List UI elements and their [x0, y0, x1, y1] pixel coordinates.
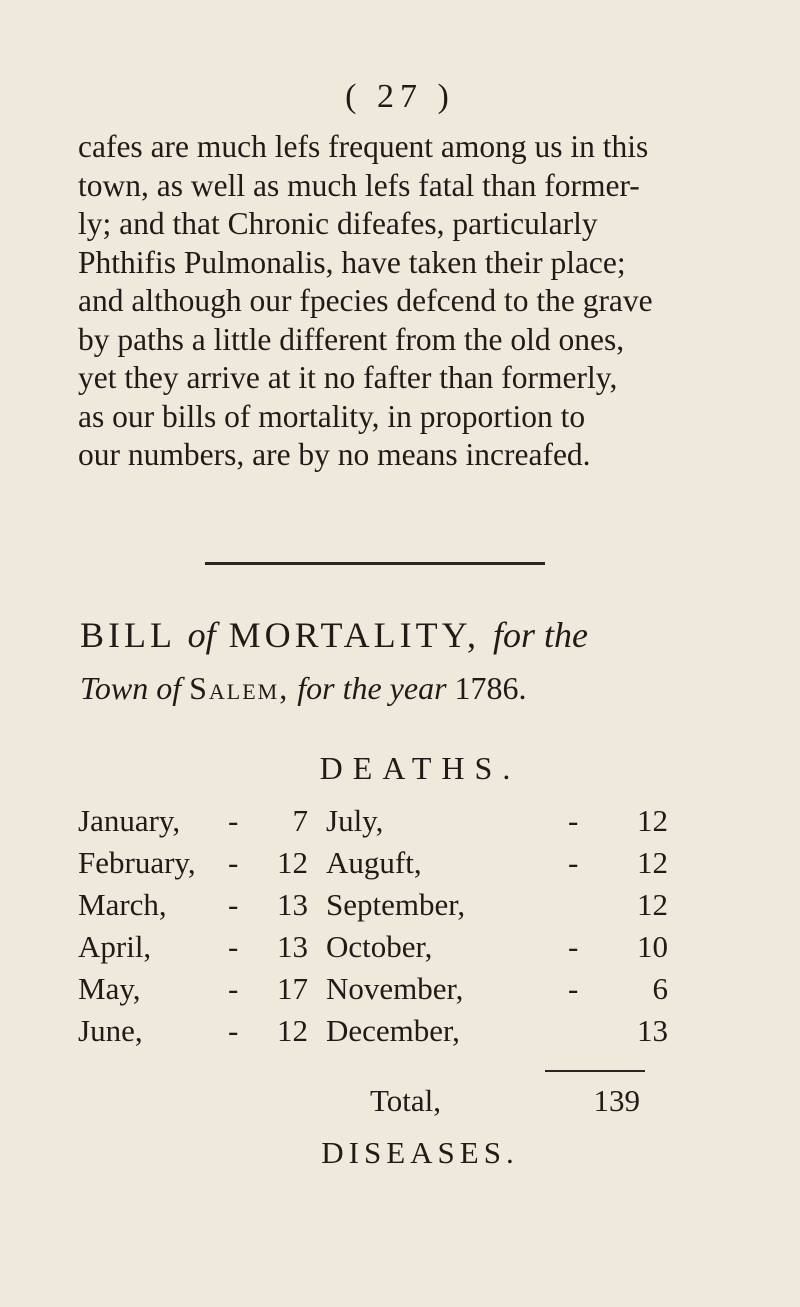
dash: - — [568, 845, 579, 880]
death-count: 12 — [277, 845, 308, 880]
table-row — [78, 845, 718, 887]
salem-word: Salem, — [189, 670, 290, 706]
total-value: 139 — [593, 1083, 640, 1118]
month-name: November, — [326, 971, 464, 1006]
dash: - — [228, 1013, 239, 1048]
paragraph-line: by paths a little different from the old ones, — [78, 321, 625, 357]
dash: - — [568, 803, 579, 838]
body-paragraph — [78, 128, 720, 475]
death-count: 12 — [277, 1013, 308, 1048]
death-count: 12 — [637, 803, 668, 838]
month-name: May, — [78, 971, 141, 1006]
month-name: March, — [78, 887, 167, 922]
town-word: Town — [80, 670, 149, 706]
table-row — [78, 929, 718, 971]
death-count: 17 — [277, 971, 308, 1006]
bill-word: BILL — [80, 615, 175, 655]
death-count: 13 — [277, 929, 308, 964]
bill-title-line-1 — [80, 614, 730, 656]
for-the-words: for the — [492, 615, 588, 655]
month-name: January, — [78, 803, 181, 838]
death-count: 10 — [637, 929, 668, 964]
month-name: October, — [326, 929, 433, 964]
death-count: 12 — [637, 845, 668, 880]
month-name: June, — [78, 1013, 143, 1048]
table-row — [78, 803, 718, 845]
month-name: December, — [326, 1013, 460, 1048]
paragraph-line: cafes are much lefs frequent among us in this — [78, 129, 649, 164]
paragraph-line: and although our fpecies defcend to the grave — [78, 283, 653, 318]
month-name: February, — [78, 845, 196, 880]
total-divider — [545, 1070, 645, 1072]
month-name: April, — [78, 929, 152, 964]
dash: - — [228, 803, 239, 838]
for-the-year-words: for the year — [297, 670, 447, 706]
paragraph-line: Phthifis Pulmonalis, have taken their place; — [78, 244, 626, 280]
dash: - — [228, 929, 239, 964]
paragraph-line: ly; and that Chronic difeafes, particularly — [78, 206, 598, 241]
death-count: 13 — [277, 887, 308, 922]
total-label: Total, — [370, 1083, 442, 1118]
of-word: of — [187, 615, 216, 655]
deaths-heading: DEATHS. — [319, 750, 521, 786]
table-row — [78, 1013, 718, 1055]
month-name: July, — [326, 803, 384, 838]
dash: - — [228, 971, 239, 1006]
death-count: 7 — [292, 803, 308, 838]
paragraph-line: yet they arrive at it no fafter than formerly, — [78, 360, 618, 395]
page-number: ( 27 ) — [345, 78, 455, 115]
bill-title-line-2 — [80, 670, 730, 707]
table-row — [78, 971, 718, 1013]
deaths-table — [78, 803, 718, 1055]
section-divider — [205, 562, 545, 565]
of-word-2: of — [156, 670, 182, 706]
mortality-word: MORTALITY, — [228, 615, 480, 655]
dash: - — [228, 845, 239, 880]
dash: - — [228, 887, 239, 922]
death-count: 6 — [652, 971, 668, 1006]
year-value: 1786. — [454, 670, 527, 706]
dash: - — [568, 929, 579, 964]
table-row — [78, 887, 718, 929]
paragraph-line: town, as well as much lefs fatal than former- — [78, 167, 640, 203]
death-count: 12 — [637, 887, 668, 922]
paragraph-line: as our bills of mortality, in proportion to — [78, 398, 586, 434]
diseases-heading: DISEASES. — [321, 1135, 519, 1170]
death-count: 13 — [637, 1013, 668, 1048]
month-name: Auguft, — [326, 845, 422, 880]
month-name: September, — [326, 887, 466, 922]
dash: - — [568, 971, 579, 1006]
paragraph-line: our numbers, are by no means increafed. — [78, 437, 591, 472]
